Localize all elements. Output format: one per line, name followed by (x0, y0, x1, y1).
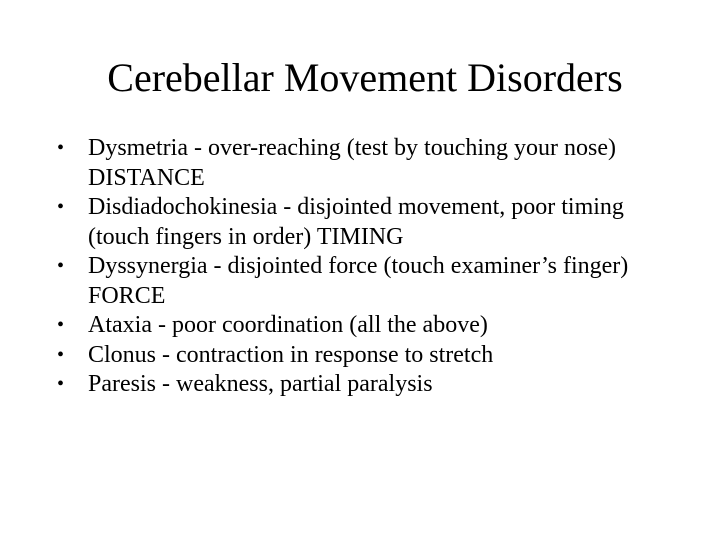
bullet-icon: • (57, 373, 65, 395)
bullet-text: Dyssynergia - disjointed force (touch examiner’s finger) FORCE (88, 253, 629, 309)
bullet-icon: • (57, 314, 65, 336)
bullet-text: Paresis - weakness, partial paralysis (88, 371, 433, 397)
bullet-icon: • (57, 343, 65, 366)
bullet-item-clonus (57, 341, 687, 371)
bullet-icon: • (57, 137, 65, 159)
bullet-text: Dysmetria - over-reaching (test by touching your nose) DISTANCE (88, 135, 635, 191)
bullet-item-dysmetria (57, 134, 687, 193)
bullet-item-disdiadochokinesia (57, 193, 687, 252)
bullet-list (57, 134, 687, 400)
bullet-text: Clonus - contraction in response to stretch (88, 341, 494, 368)
bullet-icon: • (57, 255, 65, 277)
bullet-text: Ataxia - poor coordination (all the above) (88, 312, 488, 338)
bullet-item-ataxia (57, 311, 687, 341)
slide-title: Cerebellar Movement Disorders (107, 55, 623, 100)
bullet-item-dyssynergia (57, 252, 687, 311)
bullet-item-paresis (57, 370, 687, 400)
bullet-icon: • (57, 196, 65, 218)
bullet-text: Disdiadochokinesia - disjointed movement, poor timing (touch fingers in order) TIMING (88, 194, 624, 250)
